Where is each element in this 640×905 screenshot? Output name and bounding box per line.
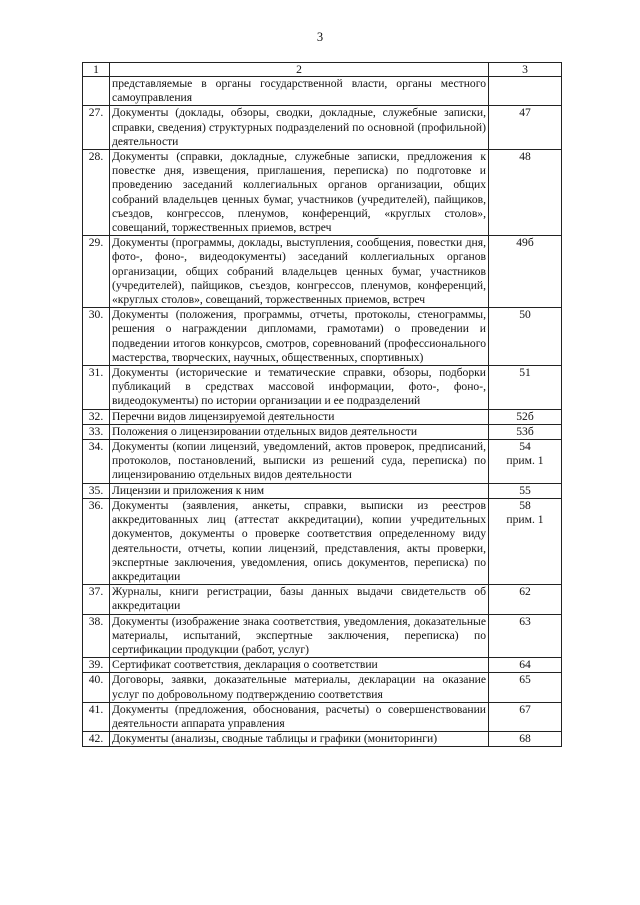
article-cell [489,483,562,498]
article-cell [489,673,562,702]
header-col-title: 2 [110,63,489,77]
article-number: 54 [519,440,531,454]
page-number: 3 [316,30,324,44]
table-row [83,366,562,410]
document-title: Документы (справки, докладные, служебные записки, предложения к повестке дня, извещения, приглашения, переписка) по подготовке и проведению заседаний коллегиальных органов организации, общих собраний владельцев ценных бумаг, участников (учредителей), пайщиков, съездов, конгрессов, пленумов, конференций, «круглых столов», совещаний, торжественных приемов, встреч [110,150,489,236]
row-number: 27. [83,106,110,150]
document-title: Документы (исторические и тематические справки, обзоры, подборки публикаций в средствах массовой информации, фото-, фоно-, видеодокументы) по истории организации и ее подразделений [110,366,489,410]
document-title: представляемые в органы государственной власти, органы местного самоуправления [110,77,489,106]
article-cell [489,702,562,731]
article-cell [489,106,562,150]
article-number: 55 [519,483,531,497]
article-number: 50 [519,308,531,322]
document-title: Лицензии и приложения к ним [110,483,489,498]
document-title: Документы (анализы, сводные таблицы и графики (мониторинги) [110,732,489,747]
document-title: Сертификат соответствия, декларация о соответствии [110,658,489,673]
row-number: 41. [83,702,110,731]
article-cell [489,498,562,584]
article-cell [489,614,562,658]
article-cell [489,236,562,308]
table-row [83,732,562,747]
article-number: 58 [519,498,531,512]
document-title: Перечни видов лицензируемой деятельности [110,409,489,424]
table-row [83,483,562,498]
table-row [83,77,562,106]
article-number: 52б [516,409,534,423]
row-number: 42. [83,732,110,747]
document-title: Договоры, заявки, доказательные материалы, декларации на оказание услуг по добровольному подтверждению соответствия [110,673,489,702]
document-title: Документы (программы, доклады, выступления, сообщения, повестки дня, фото-, фоно-, видеодокументы) заседаний коллегиальных органов организации, общих собраний владельцев ценных бумаг, участников (учредителей), пайщиков, съездов, конгрессов, пленумов, конференций, «круглых столов», совещаний, торжественных приемов, встреч [110,236,489,308]
document-title: Журналы, книги регистрации, базы данных выдачи свидетельств об аккредитации [110,585,489,614]
article-number: 51 [519,366,531,380]
table-row [83,409,562,424]
row-number: 34. [83,440,110,484]
table-row [83,308,562,366]
article-number: 65 [519,673,531,687]
article-cell [489,585,562,614]
document-title: Документы (положения, программы, отчеты, протоколы, стенограммы, решения о награждении дипломами, грамотами) о проведении и подведении итогов конкурсов, смотров, соревнований (профессионального мастерства, творческих, научных, общественных, спортивных) [110,308,489,366]
table-body [83,63,562,747]
row-number: 29. [83,236,110,308]
table-row [83,498,562,584]
article-number: 48 [519,150,531,164]
document-title: Документы (изображение знака соответствия, уведомления, доказательные материалы, испытаний, экспертные заключения, переписка) по сертификации продукции (работ, услуг) [110,614,489,658]
article-cell [489,424,562,439]
document-table [82,62,562,747]
document-title: Положения о лицензировании отдельных видов деятельности [110,424,489,439]
row-number: 32. [83,409,110,424]
table-row [83,106,562,150]
document-title: Документы (предложения, обоснования, расчеты) о совершенствовании деятельности аппарата управления [110,702,489,731]
table-row [83,236,562,308]
header-col-number: 1 [83,63,110,77]
document-title: Документы (доклады, обзоры, сводки, докладные, служебные записки, справки, сведения) структурных подразделений по основной (профильной) деятельности [110,106,489,150]
article-number: 64 [519,658,531,672]
article-number: 68 [519,732,531,746]
row-number: 31. [83,366,110,410]
table-row [83,673,562,702]
table-row [83,424,562,439]
row-number [83,77,110,106]
article-number: 62 [519,585,531,599]
article-cell [489,440,562,484]
table-row [83,658,562,673]
document-title: Документы (копии лицензий, уведомлений, актов проверок, предписаний, протоколов, постановлений, выписки из решений суда, переписка) по лицензированию отдельных видов деятельности [110,440,489,484]
article-cell [489,366,562,410]
article-number: 67 [519,702,531,716]
article-number: 53б [516,424,534,438]
row-number: 33. [83,424,110,439]
article-note: прим. 1 [506,513,544,527]
row-number: 28. [83,150,110,236]
table-row [83,614,562,658]
table-row [83,585,562,614]
header-col-article: 3 [489,63,562,77]
article-number: 49б [516,236,534,250]
row-number: 39. [83,658,110,673]
article-cell [489,658,562,673]
article-number: 63 [519,614,531,628]
article-cell [489,409,562,424]
article-note: прим. 1 [506,454,544,468]
article-cell [489,308,562,366]
row-number: 30. [83,308,110,366]
article-cell [489,77,562,106]
article-cell [489,732,562,747]
row-number: 38. [83,614,110,658]
table-row [83,150,562,236]
row-number: 40. [83,673,110,702]
table-row [83,440,562,484]
row-number: 36. [83,498,110,584]
row-number: 37. [83,585,110,614]
table-row [83,702,562,731]
table-header-row [83,63,562,77]
article-number: 47 [519,106,531,120]
row-number: 35. [83,483,110,498]
article-cell [489,150,562,236]
document-title: Документы (заявления, анкеты, справки, выписки из реестров аккредитованных лиц (аттестат аккредитации), копии учредительных документов, документы о проверке соответствия определенному виду деятельности, отчеты, копии лицензий, представления, акты проверки, экспертные заключения, уведомления, опись документов, переписка) по аккредитации [110,498,489,584]
